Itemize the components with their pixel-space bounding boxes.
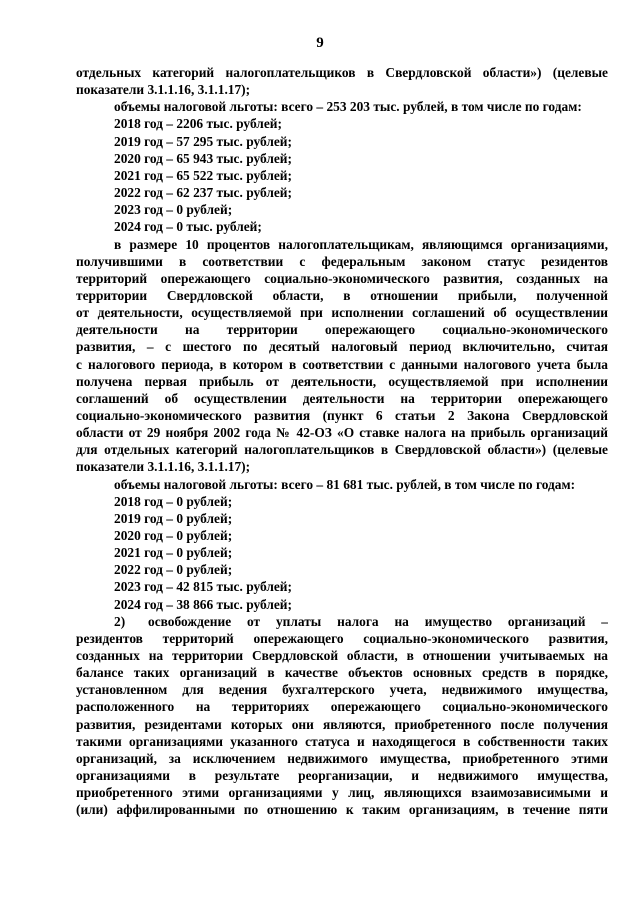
text-line: 2021 год – 0 рублей;: [114, 545, 233, 561]
text-line: 2020 год – 65 943 тыс. рублей;: [114, 150, 292, 166]
text-line: отдельных категорий налогоплательщиков в Свердловской области») (целевые: [76, 65, 608, 80]
document-body: [76, 64, 608, 818]
text-line: объемы налоговой льготы: всего – 253 203 тыс. рублей, в том числе по годам:: [114, 99, 582, 115]
text-line: 2023 год – 42 815 тыс. рублей;: [114, 579, 292, 595]
text-line: приобретенного этими организациями у лиц, являющихся взаимозависимыми и: [76, 785, 608, 801]
text-line: для отдельных категорий налогоплательщиков в Свердловской области») (целевые: [76, 442, 608, 458]
text-line: организаций, за исключением недвижимого имущества, приобретенного этими: [76, 750, 608, 766]
text-line: с налогового периода, в котором в соответствии с данными налогового учета была: [76, 356, 608, 372]
text-line: территории Свердловской области, в отношении прибыли, полученной: [76, 287, 608, 303]
text-line: [76, 613, 608, 630]
text-line: деятельности на территории опережающего социально-экономического: [76, 322, 608, 338]
text-line: установленном для ведения бухгалтерского учета, недвижимого имущества,: [76, 682, 608, 698]
text-line: 2022 год – 62 237 тыс. рублей;: [114, 185, 292, 201]
text-line: 2019 год – 0 рублей;: [114, 510, 233, 526]
text-line: от деятельности, осуществляемой при исполнении соглашений об осуществлении: [76, 305, 608, 321]
text-line: 2022 год – 0 рублей;: [114, 562, 233, 578]
page-number: 9: [316, 35, 324, 51]
text-line: 2023 год – 0 рублей;: [114, 202, 233, 218]
text-line: балансе таких организаций в качестве объектов основных средств в порядке,: [76, 665, 608, 681]
text-line: в размере 10 процентов налогоплательщикам, являющимся организациями,: [114, 236, 608, 252]
text-line: резидентов территорий опережающего социально-экономического развития,: [76, 630, 608, 646]
text-line: 2024 год – 0 тыс. рублей;: [114, 219, 262, 235]
text-line: соглашений об осуществлении деятельности на территории опережающего: [76, 390, 608, 406]
text-line: такими организациями указанного статуса и находящегося в собственности таких: [76, 733, 608, 749]
text-line: 2024 год – 38 866 тыс. рублей;: [114, 596, 292, 612]
text-line: социально-экономического развития (пункт 6 статьи 2 Закона Свердловской: [76, 407, 608, 423]
text-line: организациями в результате реорганизации, и недвижимого имущества,: [76, 768, 608, 784]
text-line: 2019 год – 57 295 тыс. рублей;: [114, 133, 292, 149]
text-line: 2021 год – 65 522 тыс. рублей;: [114, 167, 292, 183]
text-line: показатели 3.1.1.16, 3.1.1.17);: [76, 459, 251, 475]
text-line: получившими в соответствии с федеральным законом статус резидентов: [76, 253, 608, 269]
text-line: показатели 3.1.1.16, 3.1.1.17);: [76, 82, 251, 98]
text-line: 2018 год – 0 рублей;: [114, 493, 233, 509]
text-line: развития, резидентами которых они являются, приобретенного после получения: [76, 716, 608, 732]
text-line: области от 29 ноября 2002 года № 42-ОЗ «О ставке налога на прибыль организаций: [76, 425, 608, 441]
list-item-number: 2): [114, 613, 126, 629]
text-line: объемы налоговой льготы: всего – 81 681 тыс. рублей, в том числе по годам:: [114, 476, 576, 492]
text-line: расположенного на территориях опережающего социально-экономического: [76, 699, 608, 715]
text-line: (или) аффилированными по отношению к таким организациям, в течение пяти: [76, 802, 608, 818]
text-line: получена первая прибыль от деятельности, осуществляемой при исполнении: [76, 373, 608, 389]
list-item-text: освобождение от уплаты налога на имущество организаций –: [148, 613, 608, 629]
text-line: развития, – с шестого по десятый налоговый период включительно, считая: [76, 339, 608, 355]
text-line: созданных на территории Свердловской области, в отношении учитываемых на: [76, 648, 608, 664]
text-line: 2020 год – 0 рублей;: [114, 528, 233, 543]
text-line: территорий опережающего социально-экономического развития, созданных на: [76, 270, 608, 286]
text-line: 2018 год – 2206 тыс. рублей;: [114, 116, 282, 132]
